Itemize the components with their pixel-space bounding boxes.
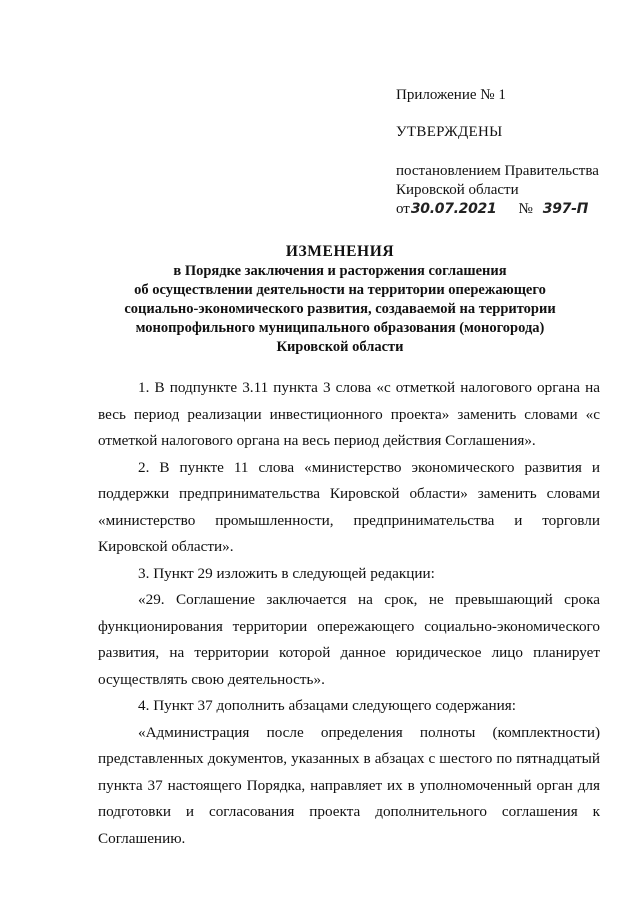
number-sign: № [518, 201, 533, 217]
document-heading: ИЗМЕНЕНИЯ [285, 243, 395, 260]
appendix-number: Приложение № 1 [396, 87, 506, 103]
handwritten-number: 397-П [542, 201, 589, 217]
paragraph-4: «29. Соглашение заключается на срок, не превышающий срока функционирования территории опережающего социально-экономического развития, на территории которой данное юридическое лицо планирует осуществлять свою деятельность». [98, 591, 600, 688]
title-line-1: в Порядке заключения и расторжения соглашения [173, 263, 507, 279]
approved-label: УТВЕРЖДЕНЫ [396, 124, 503, 140]
decree-reference [396, 162, 626, 219]
paragraph-3: 3. Пункт 29 изложить в следующей редакции: [138, 564, 435, 582]
title-line-3: социально-экономического развития, создаваемой на территории [124, 301, 556, 317]
date-prefix: от [396, 201, 410, 217]
handwritten-date: 30.07.2021 [410, 201, 497, 217]
paragraph-5: 4. Пункт 37 дополнить абзацами следующего содержания: [138, 697, 516, 714]
document-title-block [90, 242, 590, 357]
date-number-line [396, 200, 626, 219]
decree-line-1: постановлением Правительства [396, 163, 599, 179]
document-body [98, 375, 600, 852]
paragraph-2: 2. В пункте 11 слова «министерство экономического развития и поддержки предпринимательства Кировской области» заменить словами «министерство промышленности, предпринимательства и торговли Кировской области». [98, 458, 600, 555]
paragraph-1: 1. В подпункте 3.11 пункта 3 слова «с отметкой налогового органа на весь период реализации инвестиционного проекта» заменить словами «с отметкой налогового органа на весь период действия Соглашения». [98, 379, 600, 449]
approval-header [396, 86, 626, 219]
title-line-2: об осуществлении деятельности на территории опережающего [134, 282, 546, 298]
title-line-5: Кировской области [276, 339, 404, 355]
decree-line-2: Кировской области [396, 182, 519, 198]
title-line-4: монопрофильного муниципального образования (моногорода) [135, 320, 545, 336]
paragraph-6: «Администрация после определения полноты (комплектности) представленных документов, указанных в абзацах с шестого по пятнадцатый пункта 37 настоящего Порядка, направляет их в уполномоченный орган для подготовки и согласования проекта дополнительного соглашения к Соглашению. [98, 723, 600, 847]
